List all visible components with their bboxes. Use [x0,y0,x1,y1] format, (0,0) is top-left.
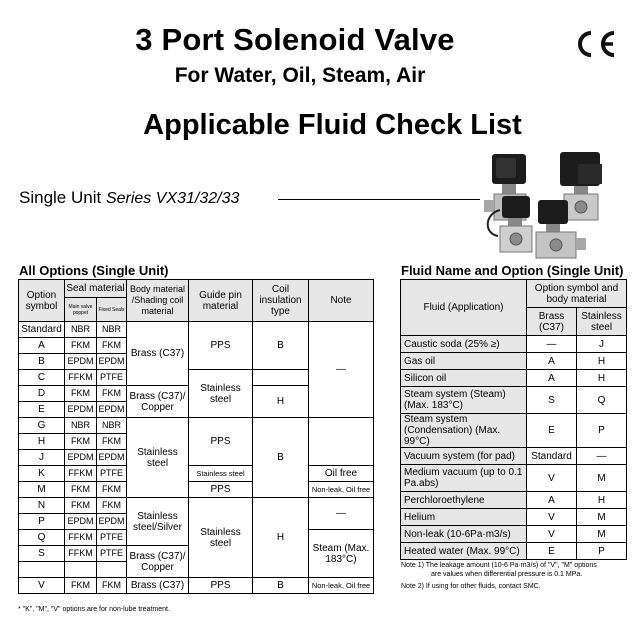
fluid-name-cell: Steam system (Condensation) (Max. 99°C) [401,414,527,448]
stainless-option-cell: Q [577,387,627,414]
header-option-body: Option symbol and body material [527,280,627,308]
guide-pin-cell: PPS [189,322,253,370]
option-symbol-cell: B [19,354,65,370]
body-material-cell: Brass (C37) [127,322,189,386]
main-valve-poppet-cell: FFKM [65,370,97,386]
guide-pin-cell: PPS [189,418,253,466]
body-material-cell: Brass (C37)/ Copper [127,386,189,418]
fixed-seals-cell [97,562,127,578]
options-table-caption: All Options (Single Unit) [19,263,169,278]
note-cell: — [309,498,374,530]
fluid-name-cell: Heated water (Max. 99°C) [401,543,527,560]
fixed-seals-cell: PTFE [97,370,127,386]
options-table [18,279,374,594]
fixed-seals-cell: FKM [97,482,127,498]
main-valve-poppet-cell: NBR [65,418,97,434]
stainless-option-cell: H [577,492,627,509]
ce-mark-icon [572,26,618,62]
fixed-seals-cell: FKM [97,578,127,594]
guide-pin-cell: PPS [189,482,253,498]
main-valve-poppet-cell: EPDM [65,354,97,370]
main-valve-poppet-cell: FKM [65,498,97,514]
option-symbol-cell: Q [19,530,65,546]
main-valve-poppet-cell: EPDM [65,514,97,530]
main-valve-poppet-cell: EPDM [65,450,97,466]
section-heading: Applicable Fluid Check List [143,109,522,141]
brass-option-cell: V [527,509,577,526]
stainless-option-cell: M [577,465,627,492]
coil-insulation-cell: B [253,418,309,498]
fluid-name-cell: Helium [401,509,527,526]
header-coil-insulation: Coil insulation type [253,280,309,322]
fluid-name-cell: Gas oil [401,353,527,370]
option-symbol-cell: Standard [19,322,65,338]
option-symbol-cell: E [19,402,65,418]
header-brass: Brass (C37) [527,308,577,336]
header-guide-pin: Guide pin material [189,280,253,322]
option-symbol-cell: G [19,418,65,434]
fixed-seals-cell: PTFE [97,530,127,546]
brass-option-cell: A [527,492,577,509]
stainless-option-cell: J [577,336,627,353]
fixed-seals-cell: NBR [97,322,127,338]
fluid-note-1-cont: are values when differential pressure is 0.1 MPa. [431,571,583,578]
coil-insulation-cell: B [253,322,309,370]
note-cell: Oil free [309,466,374,482]
brass-option-cell: V [527,465,577,492]
option-symbol-cell: H [19,434,65,450]
brass-option-cell: E [527,414,577,448]
fixed-seals-cell: FKM [97,498,127,514]
guide-pin-cell: PPS [189,578,253,594]
option-symbol-cell: A [19,338,65,354]
brass-option-cell: A [527,353,577,370]
fixed-seals-cell: EPDM [97,354,127,370]
option-symbol-cell: C [19,370,65,386]
fixed-seals-cell: EPDM [97,450,127,466]
fluid-name-cell: Silicon oil [401,370,527,387]
stainless-option-cell: M [577,526,627,543]
option-symbol-cell: V [19,578,65,594]
option-symbol-cell: D [19,386,65,402]
fluid-note-1: Note 1) The leakage amount (10-6 Pa·m3/s) of "V", "M" options [401,562,597,569]
main-valve-poppet-cell: FFKM [65,546,97,562]
stainless-option-cell: P [577,414,627,448]
guide-pin-cell: Stainless steel [189,370,253,418]
main-valve-poppet-cell: FKM [65,434,97,450]
brass-option-cell: — [527,336,577,353]
main-valve-poppet-cell: FFKM [65,530,97,546]
header-seal-material: Seal material [65,280,127,298]
fluid-name-cell: Non-leak (10-6Pa·m3/s) [401,526,527,543]
coil-insulation-cell: H [253,386,309,418]
fixed-seals-cell: PTFE [97,466,127,482]
header-stainless: Stainless steel [577,308,627,336]
header-body-material: Body material /Shading coil material [127,280,189,322]
main-valve-poppet-cell: NBR [65,322,97,338]
series-label [19,188,239,208]
body-material-cell: Brass (C37) [127,578,189,594]
stainless-option-cell: P [577,543,627,560]
note-cell: — [309,322,374,418]
fixed-seals-cell: FKM [97,434,127,450]
page-subtitle: For Water, Oil, Steam, Air [174,64,426,87]
coil-insulation-cell [253,370,309,386]
main-valve-poppet-cell: FFKM [65,466,97,482]
header-option-symbol: Option symbol [19,280,65,322]
series-name: Series VX31/32/33 [105,190,240,207]
stainless-option-cell: — [577,448,627,465]
stainless-option-cell: H [577,370,627,387]
main-valve-poppet-cell: FKM [65,386,97,402]
option-symbol-cell: P [19,514,65,530]
fixed-seals-cell: EPDM [97,514,127,530]
fixed-seals-cell: EPDM [97,402,127,418]
valve-product-image [478,150,628,262]
fluid-name-cell: Vacuum system (for pad) [401,448,527,465]
option-symbol-cell: S [19,546,65,562]
fluid-name-cell: Caustic soda (25% ≥) [401,336,527,353]
main-valve-poppet-cell: EPDM [65,402,97,418]
header-fixed-seals: Fixed Seals [97,298,127,322]
option-symbol-cell: J [19,450,65,466]
header-fluid: Fluid (Application) [401,280,527,336]
body-material-cell: Brass (C37)/ Copper [127,546,189,578]
note-cell: Steam (Max. 183°C) [309,530,374,578]
body-material-cell: Stainless steel/Silver [127,498,189,546]
fluid-note-2: Note 2) If using for other fluids, contact SMC. [401,583,541,590]
fluid-name-cell: Steam system (Steam) (Max. 183°C) [401,387,527,414]
option-symbol-cell: K [19,466,65,482]
guide-pin-cell: Stainless steel [189,466,253,482]
header-note: Note [309,280,374,322]
coil-insulation-cell: B [253,578,309,594]
brass-option-cell: E [527,543,577,560]
page-title: 3 Port Solenoid Valve [135,22,455,57]
brass-option-cell: S [527,387,577,414]
fixed-seals-cell: PTFE [97,546,127,562]
fixed-seals-cell: FKM [97,338,127,354]
fluid-table-caption: Fluid Name and Option (Single Unit) [401,263,624,278]
main-valve-poppet-cell [65,562,97,578]
series-prefix: Single Unit [19,188,106,207]
options-footnote: * "K", "M", "V" options are for non-lube treatment. [18,606,170,613]
fluid-table [400,279,627,560]
fluid-name-cell: Medium vacuum (up to 0.1 Pa.abs) [401,465,527,492]
option-symbol-cell: M [19,482,65,498]
series-divider [278,199,480,200]
stainless-option-cell: H [577,353,627,370]
header-main-valve-poppet: Main valve poppet [65,298,97,322]
body-material-cell: Stainless steel [127,418,189,498]
coil-insulation-cell: H [253,498,309,578]
stainless-option-cell: M [577,509,627,526]
note-cell: Non-leak, Oil free [309,482,374,498]
fluid-name-cell: Perchloroethylene [401,492,527,509]
note-cell [309,418,374,466]
fixed-seals-cell: NBR [97,418,127,434]
option-symbol-cell: N [19,498,65,514]
brass-option-cell: Standard [527,448,577,465]
main-valve-poppet-cell: FKM [65,578,97,594]
option-symbol-cell [19,562,65,578]
fixed-seals-cell: FKM [97,386,127,402]
brass-option-cell: A [527,370,577,387]
main-valve-poppet-cell: FKM [65,482,97,498]
guide-pin-cell: Stainless steel [189,498,253,578]
main-valve-poppet-cell: FKM [65,338,97,354]
brass-option-cell: V [527,526,577,543]
note-cell: Non-leak, Oil free [309,578,374,594]
